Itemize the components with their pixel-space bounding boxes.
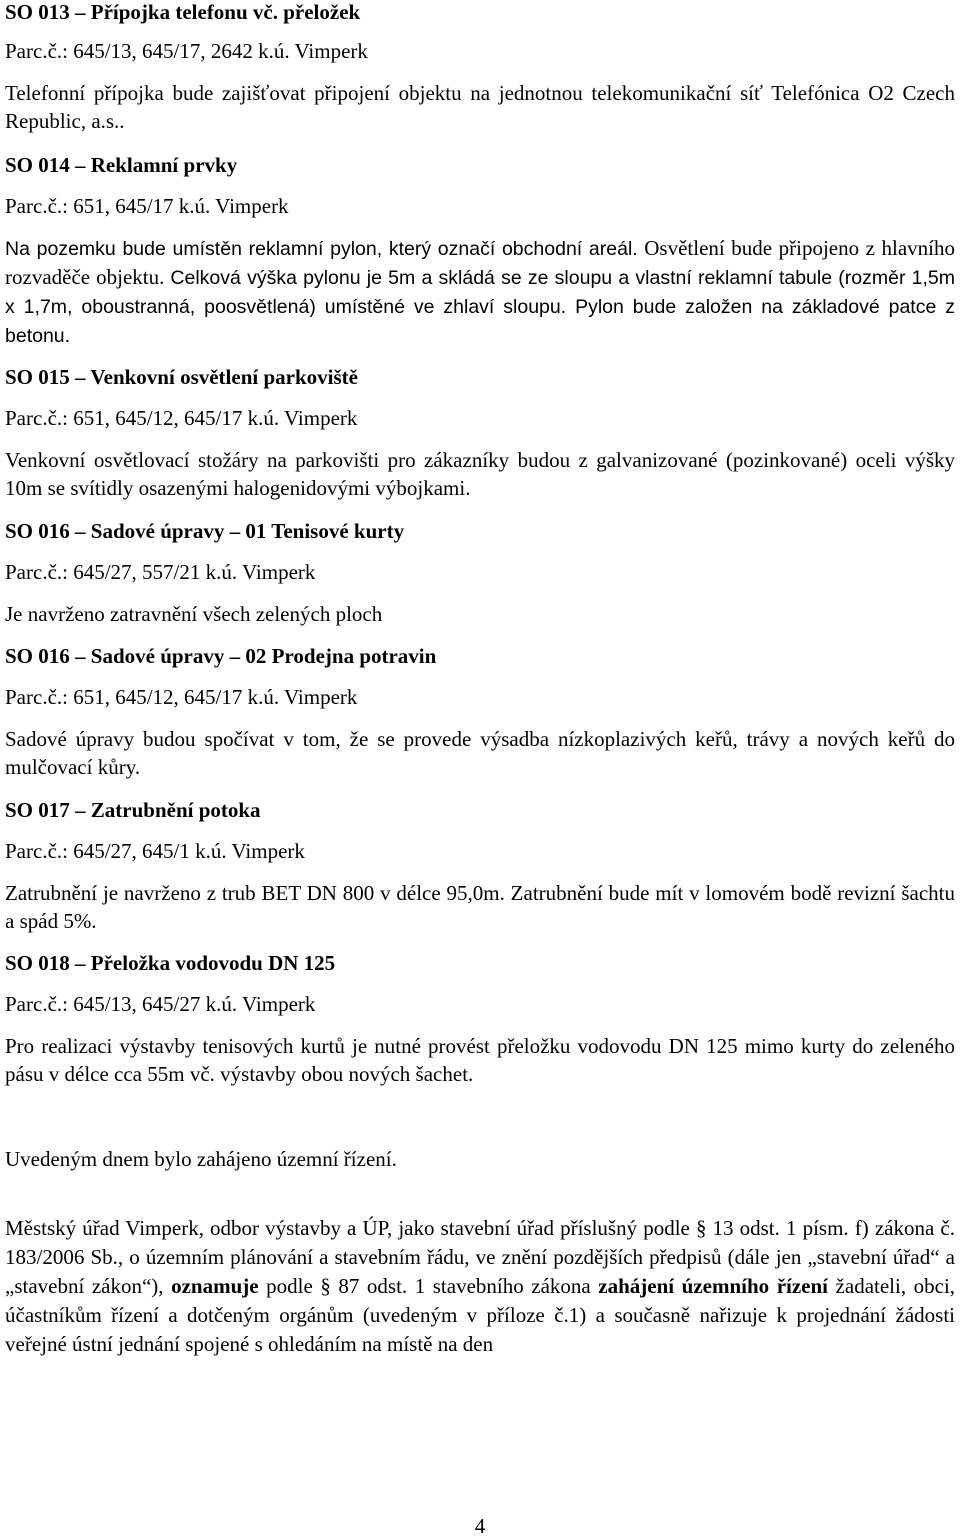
section-text: Pro realizaci výstavby tenisových kurtů je nutné provést přeložku vodovodu DN 125 mimo kurty do zeleného pásu v délce cca 55m vč. výstavby obou nových šachet. [5, 1034, 955, 1086]
section-title: SO 017 – Zatrubnění potoka [5, 798, 261, 822]
section-text-part: Na pozemku bude umístěn reklamní pylon, který označí obchodní areál. [5, 238, 638, 260]
section-title: SO 016 – Sadové úpravy – 01 Tenisové kurty [5, 519, 405, 543]
announcement-bold: oznamuje [171, 1274, 259, 1298]
parcel-line: Parc.č.: 645/27, 645/1 k.ú. Vimperk [5, 839, 305, 863]
section-title: SO 018 – Přeložka vodovodu DN 125 [5, 951, 336, 975]
section-text: Telefonní přípojka bude zajišťovat připojení objektu na jednotnou telekomunikační síť Telefónica O2 Czech Republic, a.s.. [5, 81, 955, 133]
parcel-line: Parc.č.: 651, 645/12, 645/17 k.ú. Vimperk [5, 406, 358, 430]
section-text: Je navrženo zatravnění všech zelených ploch [5, 602, 383, 626]
announcement-part: žadateli, obci, účastníkům řízení a dotčeným orgánům (uvedeným v příloze č.1) a současně nařizuje k projednání žádosti veřejné ústní jednání spojené s ohledáním na místě na den [5, 1274, 956, 1356]
parcel-line: Parc.č.: 645/13, 645/27 k.ú. Vimperk [5, 992, 316, 1016]
section-title: SO 015 – Venkovní osvětlení parkoviště [5, 365, 358, 389]
section-text [5, 234, 955, 346]
section-text-part: Celková výška pylonu je 5m a skládá se ze sloupu a vlastní reklamní tabule (rozměr 1,5m x 1,7m, oboustranná, poosvětlená) umístěné ve zhlaví sloupu. Pylon bude založen na základové patce z betonu. [5, 267, 955, 347]
section-title: SO 013 – Přípojka telefonu vč. přeložek [5, 0, 361, 24]
section-text: Zatrubnění je navrženo z trub BET DN 800 v délce 95,0m. Zatrubnění bude mít v lomovém bodě revizní šachtu a spád 5%. [5, 881, 955, 933]
section-text: Venkovní osvětlovací stožáry na parkovišti pro zákazníky budou z galvanizované (pozinkované) oceli výšky 10m se svítidly osazenými halogenidovými výbojkami. [5, 448, 955, 500]
parcel-line: Parc.č.: 645/13, 645/17, 2642 k.ú. Vimperk [5, 39, 368, 63]
section-title: SO 014 – Reklamní prvky [5, 153, 238, 177]
announcement-part: podle § 87 odst. 1 stavebního zákona [266, 1274, 591, 1298]
section-text-part: Osvětlení bude připojeno z hlavního rozvaděče objektu. [5, 236, 956, 289]
announcement-paragraph [5, 1214, 955, 1359]
section-text: Sadové úpravy budou spočívat v tom, že se provede výsadba nízkoplazivých keřů, trávy a nových keřů do mulčovací kůry. [5, 727, 955, 779]
notice-text: Uvedeným dnem bylo zahájeno územní řízení. [5, 1147, 397, 1171]
parcel-line: Parc.č.: 645/27, 557/21 k.ú. Vimperk [5, 560, 316, 584]
parcel-line: Parc.č.: 651, 645/17 k.ú. Vimperk [5, 194, 289, 218]
page-number: 4 [474, 1514, 486, 1538]
announcement-bold: zahájení územního řízení [598, 1274, 828, 1298]
section-title: SO 016 – Sadové úpravy – 02 Prodejna potravin [5, 644, 437, 668]
parcel-line: Parc.č.: 651, 645/12, 645/17 k.ú. Vimperk [5, 685, 358, 709]
announcement-part: Městský úřad Vimperk, odbor výstavby a ÚP, jako stavební úřad příslušný podle § 13 odst. 1 písm. f) zákona č. 183/2006 Sb., o územním plánování a stavebním řádu, ve znění pozdějších předpisů (dále jen „stavební úřad“ a „stavební zákon“), [5, 1216, 955, 1298]
